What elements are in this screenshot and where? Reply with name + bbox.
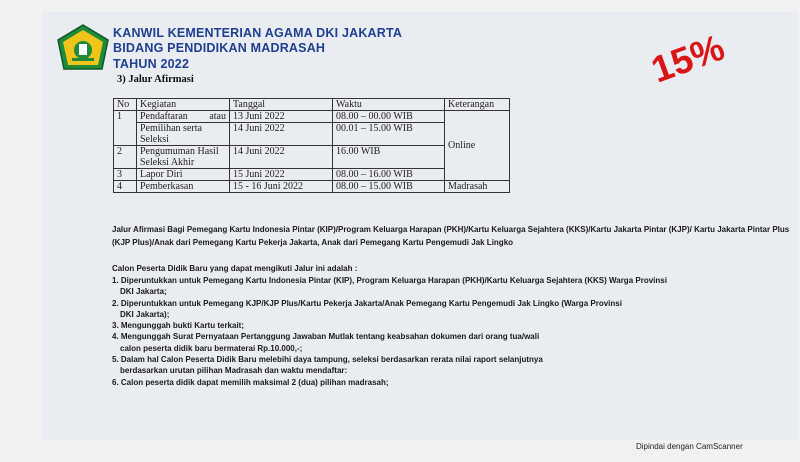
col-header-tanggal: Tanggal [230,99,333,111]
cell-waktu: 00.01 – 15.00 WIB [333,123,445,146]
list-item: 5. Dalam hal Calon Peserta Didik Baru melebihi daya tampung, seleksi berdasarkan rerata nilai raport selanjutnya [112,355,543,365]
cell-no: 2 [114,146,137,169]
cell-waktu: 08.00 – 16.00 WIB [333,169,445,181]
header-line-3: TAHUN 2022 [113,57,190,71]
schedule-table [113,98,510,193]
list-item-continuation: berdasarkan urutan pilihan Madrasah dan waktu mendaftar: [120,366,348,376]
list-item: 4. Mengunggah Surat Pernyataan Pertanggung Jawaban Mutlak tentang keabsahan dokumen dari orang tua/wali [112,332,540,342]
kemenag-logo [56,24,110,72]
table-row [114,111,510,123]
cell-waktu: 08.00 – 00.00 WIB [333,111,445,123]
header-line-1: KANWIL KEMENTERIAN AGAMA DKI JAKARTA [113,26,403,40]
list-item-continuation: DKI Jakarta; [120,287,167,297]
cell-no: 3 [114,169,137,181]
cell-no: 1 [114,111,137,146]
cell-tanggal: 15 Juni 2022 [230,169,333,181]
quota-stamp: 15% [646,26,730,91]
cell-kegiatan: Lapor Diri [137,169,230,181]
scanner-watermark: Dipindai dengan CamScanner [636,442,743,451]
cell-keterangan-online: Online [445,111,510,181]
list-item: 2. Diperuntukkan untuk Pemegang KJP/KJP Plus/Kartu Pekerja Jakarta/Anak Pemegang Kartu Pengemudi Jak Lingko (Warga Provinsi [112,298,622,308]
list-item-continuation: calon peserta didik baru bermaterai Rp.10.000,-; [120,343,303,353]
cell-no: 4 [114,181,137,193]
cell-tanggal: 13 Juni 2022 [230,111,333,123]
cell-waktu: 08.00 – 15.00 WIB [333,181,445,193]
cell-kegiatan: Pemilihan serta Seleksi [137,123,230,146]
cell-tanggal: 15 - 16 Juni 2022 [230,181,333,193]
cell-kegiatan: Pendaftaran atau [137,111,230,123]
cell-kegiatan: Pengumuman Hasil Seleksi Akhir [137,146,230,169]
list-item: 1. Diperuntukkan untuk Pemegang Kartu Indonesia Pintar (KIP), Program Keluarga Harapan (PKH)/Kartu Keluarga Sejahtera (KKS) Warga Provinsi [112,276,667,285]
col-header-waktu: Waktu [333,99,445,111]
cell-waktu: 16.00 WIB [333,146,445,169]
list-item: 3. Mengunggah bukti Kartu terkait; [112,321,245,331]
header-line-2: BIDANG PENDIDIKAN MADRASAH [113,41,326,55]
cell-kegiatan: Pemberkasan [137,181,230,193]
list-intro: Calon Peserta Didik Baru yang dapat mengikuti Jalur ini adalah : [112,264,358,273]
list-item: 6. Calon peserta didik dapat memilih maksimal 2 (dua) pilihan madrasah; [112,377,389,387]
col-header-no: No [114,99,137,111]
col-header-kegiatan: Kegiatan [137,99,230,111]
cell-tanggal: 14 Juni 2022 [230,123,333,146]
cell-keterangan: Madrasah [445,181,510,193]
section-title: 3) Jalur Afirmasi [117,74,194,85]
requirements-list [112,275,798,388]
list-item-continuation: DKI Jakarta); [120,309,170,319]
cell-tanggal: 14 Juni 2022 [230,146,333,169]
table-header-row [114,99,510,111]
afirmasi-paragraph: Jalur Afirmasi Bagi Pemegang Kartu Indonesia Pintar (KIP)/Program Keluarga Harapan (PKH)/Kartu Keluarga Sejahtera (KKS)/Kartu Jakarta Pintar (KJP)/ Kartu Jakarta Pintar Plus (KJP Plus)/Anak dari Pemegang Kartu Pekerja Jakarta, Anak dari Pemegang Kartu Pengemudi Jak Lingko [112,225,790,247]
table-row [114,181,510,193]
col-header-keterangan: Keterangan [445,99,510,111]
